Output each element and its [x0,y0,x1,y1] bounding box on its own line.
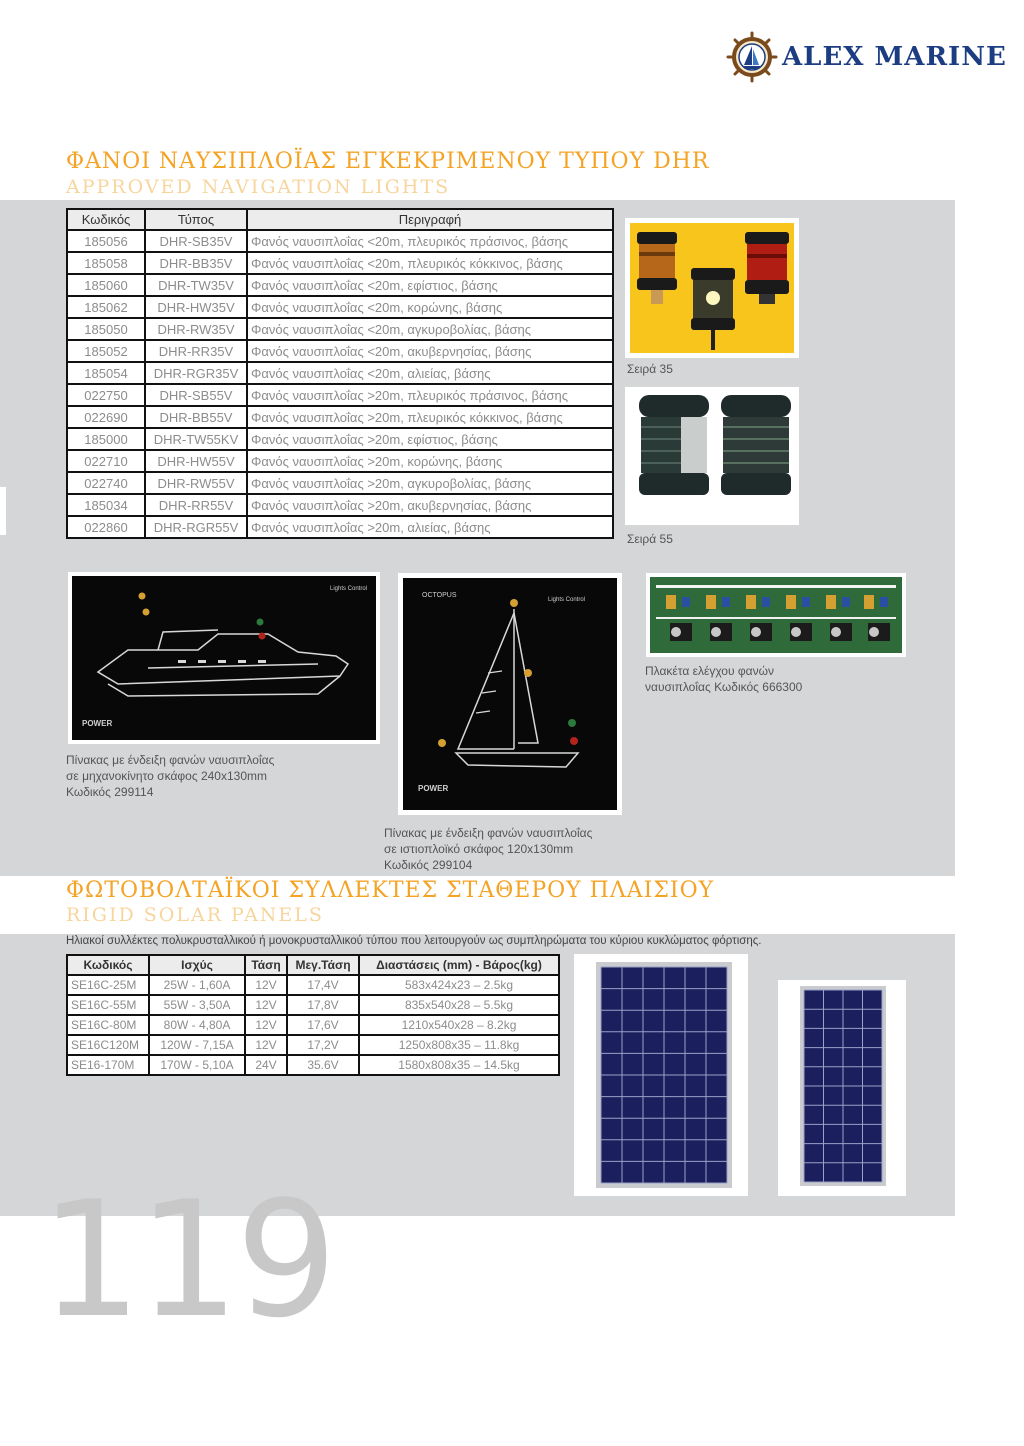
table-cell: 12V [245,1015,287,1035]
table-cell: 17,6V [287,1015,359,1035]
caption-line: Πλακέτα ελέγχου φανών [645,664,774,678]
section-title-greek: ΦΩΤΟΒΟΛΤΑΪΚΟΙ ΣΥΛΛΕΚΤΕΣ ΣΤΑΘΕΡΟΥ ΠΛΑΙΣΙΟΥ [66,878,715,903]
caption-line: Πίνακας με ένδειξη φανών ναυσιπλοΐας [66,753,275,767]
solar-panel-image [574,954,748,1196]
column-header: Μεγ.Τάση [287,955,359,975]
table-cell: DHR-RGR35V [145,362,247,384]
table-cell: 17,2V [287,1035,359,1055]
table-cell: Φανός ναυσιπλοΐας <20m, πλευρικός πράσινος, βάσης [247,230,613,252]
table-cell: 185060 [67,274,145,296]
series-55-caption: Σειρά 55 [627,532,673,546]
control-board-image [646,573,906,657]
powerboat-panel-image [68,572,380,744]
table-cell: DHR-BB55V [145,406,247,428]
table-cell: DHR-TW35V [145,274,247,296]
table-row [67,252,613,274]
table-row [67,362,613,384]
caption-line: ναυσιπλοΐας Κωδικός 666300 [645,680,803,694]
table-cell: 185034 [67,494,145,516]
solar-panel-photo-small [778,980,906,1196]
powerboat-panel-caption [66,752,274,800]
table-cell: Φανός ναυσιπλοΐας >20m, πλευρικός κόκκινος, βάσης [247,406,613,428]
table-cell: DHR-SB35V [145,230,247,252]
panel-header-text: Lights Control [548,597,586,603]
table-row [67,1035,559,1055]
sailboat-panel-image [398,573,622,815]
table-cell: 35.6V [287,1055,359,1075]
table-cell: Φανός ναυσιπλοΐας <20m, αλιείας, βάσης [247,362,613,384]
panel-header-text: Lights Control [330,586,368,592]
table-row [67,1015,559,1035]
solar-panel-photo-large [574,954,748,1196]
table-row [67,274,613,296]
table-cell: 835x540x28 – 5.5kg [359,995,559,1015]
caption-line: Κωδικός 299104 [384,858,473,872]
caption-line: σε μηχανοκίνητο σκάφος 240x130mm [66,769,267,783]
table-row [67,472,613,494]
table-cell: 120W - 7,15A [149,1035,245,1055]
table-cell: SE16C120M [67,1035,149,1055]
table-cell: 170W - 5,10A [149,1055,245,1075]
table-cell: DHR-RR55V [145,494,247,516]
column-header: Τύπος [145,209,247,230]
table-cell: Φανός ναυσιπλοΐας <20m, ακυβερνησίας, βάσης [247,340,613,362]
table-cell: 185058 [67,252,145,274]
table-cell: 1580x808x35 – 14.5kg [359,1055,559,1075]
control-board-photo [646,573,906,657]
table-row [67,296,613,318]
table-cell: 185056 [67,230,145,252]
table-header-row [67,955,559,975]
table-cell: DHR-SB55V [145,384,247,406]
table-header-row [67,209,613,230]
table-cell: DHR-TW55KV [145,428,247,450]
table-cell: 022860 [67,516,145,538]
column-header: Τάση [245,955,287,975]
table-cell: 022690 [67,406,145,428]
table-cell: 185050 [67,318,145,340]
table-row [67,450,613,472]
table-cell: 583x424x23 – 2.5kg [359,975,559,995]
solar-panels-table [66,954,560,1076]
solar-panel-image [778,980,906,1196]
table-row [67,975,559,995]
table-cell: 17,8V [287,995,359,1015]
panel-octopus-text: OCTOPUS [422,592,457,599]
table-cell: 022710 [67,450,145,472]
caption-line: Πίνακας με ένδειξη φανών ναυσιπλοΐας [384,826,593,840]
section-title-english: APPROVED NAVIGATION LIGHTS [66,176,451,198]
column-header: Κωδικός [67,955,149,975]
table-cell: DHR-HW35V [145,296,247,318]
series-55-photo [625,387,799,525]
table-cell: DHR-RR35V [145,340,247,362]
lanterns-series-55-image [625,387,799,525]
brand-logo [726,30,1007,84]
table-cell: 12V [245,1035,287,1055]
panel-brand-text: POWER [82,719,113,728]
section-title-greek: ΦΑΝΟΙ ΝΑΥΣΙΠΛΟΪΑΣ ΕΓΚΕΚΡΙΜΕΝΟΥ ΤΥΠΟΥ DHR [66,149,710,174]
table-cell: Φανός ναυσιπλοΐας >20m, εφίστιος, βάσης [247,428,613,450]
table-body [67,230,613,538]
navigation-lights-table [66,208,614,539]
sailboat-panel-caption [384,825,592,873]
section-title-english: RIGID SOLAR PANELS [66,904,324,926]
table-cell: Φανός ναυσιπλοΐας <20m, εφίστιος, βάσης [247,274,613,296]
table-cell: 1210x540x28 – 8.2kg [359,1015,559,1035]
table-cell: SE16C-80M [67,1015,149,1035]
table-row [67,428,613,450]
table-cell: 24V [245,1055,287,1075]
table-cell: Φανός ναυσιπλοΐας <20m, πλευρικός κόκκινος, βάσης [247,252,613,274]
table-cell: DHR-HW55V [145,450,247,472]
solar-intro-text: Ηλιακοί συλλέκτες πολυκρυσταλλικού ή μονοκρυσταλλικού τύπου που λειτουργούν ως συμπληρώματα του κύριου κυκλώματος φόρτισης. [66,935,762,947]
lanterns-series-35-image [625,218,799,358]
table-cell: 55W - 3,50A [149,995,245,1015]
sailboat-panel-photo [398,573,622,815]
table-cell: 022740 [67,472,145,494]
table-row [67,340,613,362]
table-cell: DHR-RGR55V [145,516,247,538]
table-cell: 80W - 4,80A [149,1015,245,1035]
table-body [67,975,559,1075]
caption-line: σε ιστιοπλοϊκό σκάφος 120x130mm [384,842,574,856]
table-cell: 25W - 1,60A [149,975,245,995]
table-row [67,406,613,428]
table-cell: Φανός ναυσιπλοΐας >20m, πλευρικός πράσινος, βάσης [247,384,613,406]
table-cell: 185000 [67,428,145,450]
table-cell: DHR-RW55V [145,472,247,494]
table-cell: SE16-170M [67,1055,149,1075]
table-row [67,230,613,252]
brand-name: ALEX MARINE [782,42,1007,72]
table-cell: Φανός ναυσιπλοΐας <20m, αγκυροβολίας, βάσης [247,318,613,340]
table-cell: Φανός ναυσιπλοΐας >20m, αλιείας, βάσης [247,516,613,538]
caption-line: Κωδικός 299114 [66,785,154,799]
control-board-caption [645,663,802,695]
column-header: Ισχύς [149,955,245,975]
table-cell: DHR-BB35V [145,252,247,274]
side-marker [0,487,6,535]
table-cell: SE16C-55M [67,995,149,1015]
table-cell: SE16C-25M [67,975,149,995]
table-cell: 12V [245,975,287,995]
table-row [67,516,613,538]
column-header: Διαστάσεις (mm) - Βάρος(kg) [359,955,559,975]
ship-wheel-icon [726,31,778,83]
table-cell: Φανός ναυσιπλοΐας >20m, κορώνης, βάσης [247,450,613,472]
table-cell: 12V [245,995,287,1015]
table-row [67,995,559,1015]
series-35-caption: Σειρά 35 [627,362,673,376]
column-header: Κωδικός [67,209,145,230]
column-header: Περιγραφή [247,209,613,230]
table-cell: 185054 [67,362,145,384]
powerboat-panel-photo [68,572,380,744]
table-row [67,494,613,516]
table-cell: Φανός ναυσιπλοΐας <20m, κορώνης, βάσης [247,296,613,318]
table-cell: 17,4V [287,975,359,995]
table-cell: 185062 [67,296,145,318]
table-cell: 1250x808x35 – 11.8kg [359,1035,559,1055]
panel-brand-text: POWER [418,784,449,793]
table-row [67,318,613,340]
table-cell: DHR-RW35V [145,318,247,340]
table-cell: Φανός ναυσιπλοΐας >20m, αγκυροβολίας, βάσης [247,472,613,494]
table-cell: 022750 [67,384,145,406]
series-35-photo [625,218,799,358]
page-number: 119 [40,1166,334,1353]
table-row [67,384,613,406]
table-cell: Φανός ναυσιπλοΐας >20m, ακυβερνησίας, βάσης [247,494,613,516]
table-cell: 185052 [67,340,145,362]
table-row [67,1055,559,1075]
